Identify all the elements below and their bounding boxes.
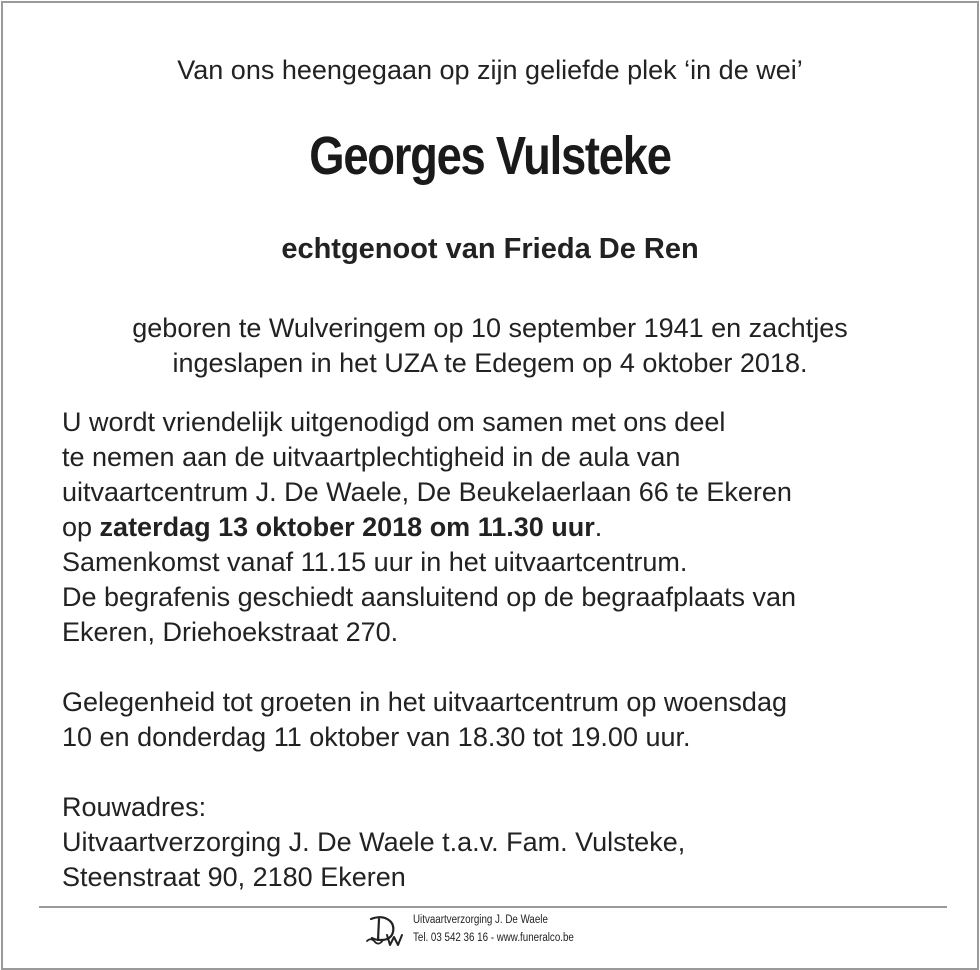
birth-line-2: ingeslapen in het UZA te Edegem op 4 oktober 2018.	[172, 348, 808, 378]
birth-line-1: geboren te Wulveringem op 10 september 1941 en zachtjes	[132, 313, 848, 343]
ceremony-suffix: .	[594, 512, 603, 542]
invitation-line-2: te nemen aan de uitvaartplechtigheid in de aula van	[62, 442, 681, 472]
invitation-line-7: Ekeren, Driehoekstraat 270.	[62, 617, 399, 647]
dw-monogram-icon	[365, 913, 409, 949]
address-label: Rouwadres:	[62, 792, 207, 822]
invitation-line-1: U wordt vriendelijk uitgenodigd om samen met ons deel	[62, 407, 726, 437]
footer-contact: Tel. 03 542 36 16 - www.funeralco.be	[413, 932, 574, 944]
condolences-line-2: 10 en donderdag 11 oktober van 18.30 tot 19.00 uur.	[62, 722, 691, 752]
footer-divider	[39, 906, 947, 908]
invitation-line-6: De begrafenis geschiedt aansluitend op de begraafplaats van	[62, 582, 797, 612]
ceremony-datetime: zaterdag 13 oktober 2018 om 11.30 uur	[99, 512, 595, 542]
address-line-2: Steenstraat 90, 2180 Ekeren	[62, 862, 406, 892]
invitation-line-5: Samenkomst vanaf 11.15 uur in het uitvaartcentrum.	[62, 547, 688, 577]
invitation-line-3: uitvaartcentrum J. De Waele, De Beukelaerlaan 66 te Ekeren	[62, 477, 792, 507]
spouse-line: echtgenoot van Frieda De Ren	[281, 233, 699, 265]
deceased-name: Georges Vulsteke	[309, 126, 671, 186]
ceremony-prefix: op	[62, 512, 100, 542]
death-notice	[1, 1, 979, 970]
intro-line: Van ons heengegaan op zijn geliefde plek ‘in de wei’	[177, 55, 803, 85]
footer-company: Uitvaartverzorging J. De Waele	[413, 914, 548, 926]
invitation-line-4	[62, 512, 602, 543]
condolences-line-1: Gelegenheid tot groeten in het uitvaartcentrum op woensdag	[62, 687, 787, 717]
address-line-1: Uitvaartverzorging J. De Waele t.a.v. Fam. Vulsteke,	[62, 827, 686, 857]
